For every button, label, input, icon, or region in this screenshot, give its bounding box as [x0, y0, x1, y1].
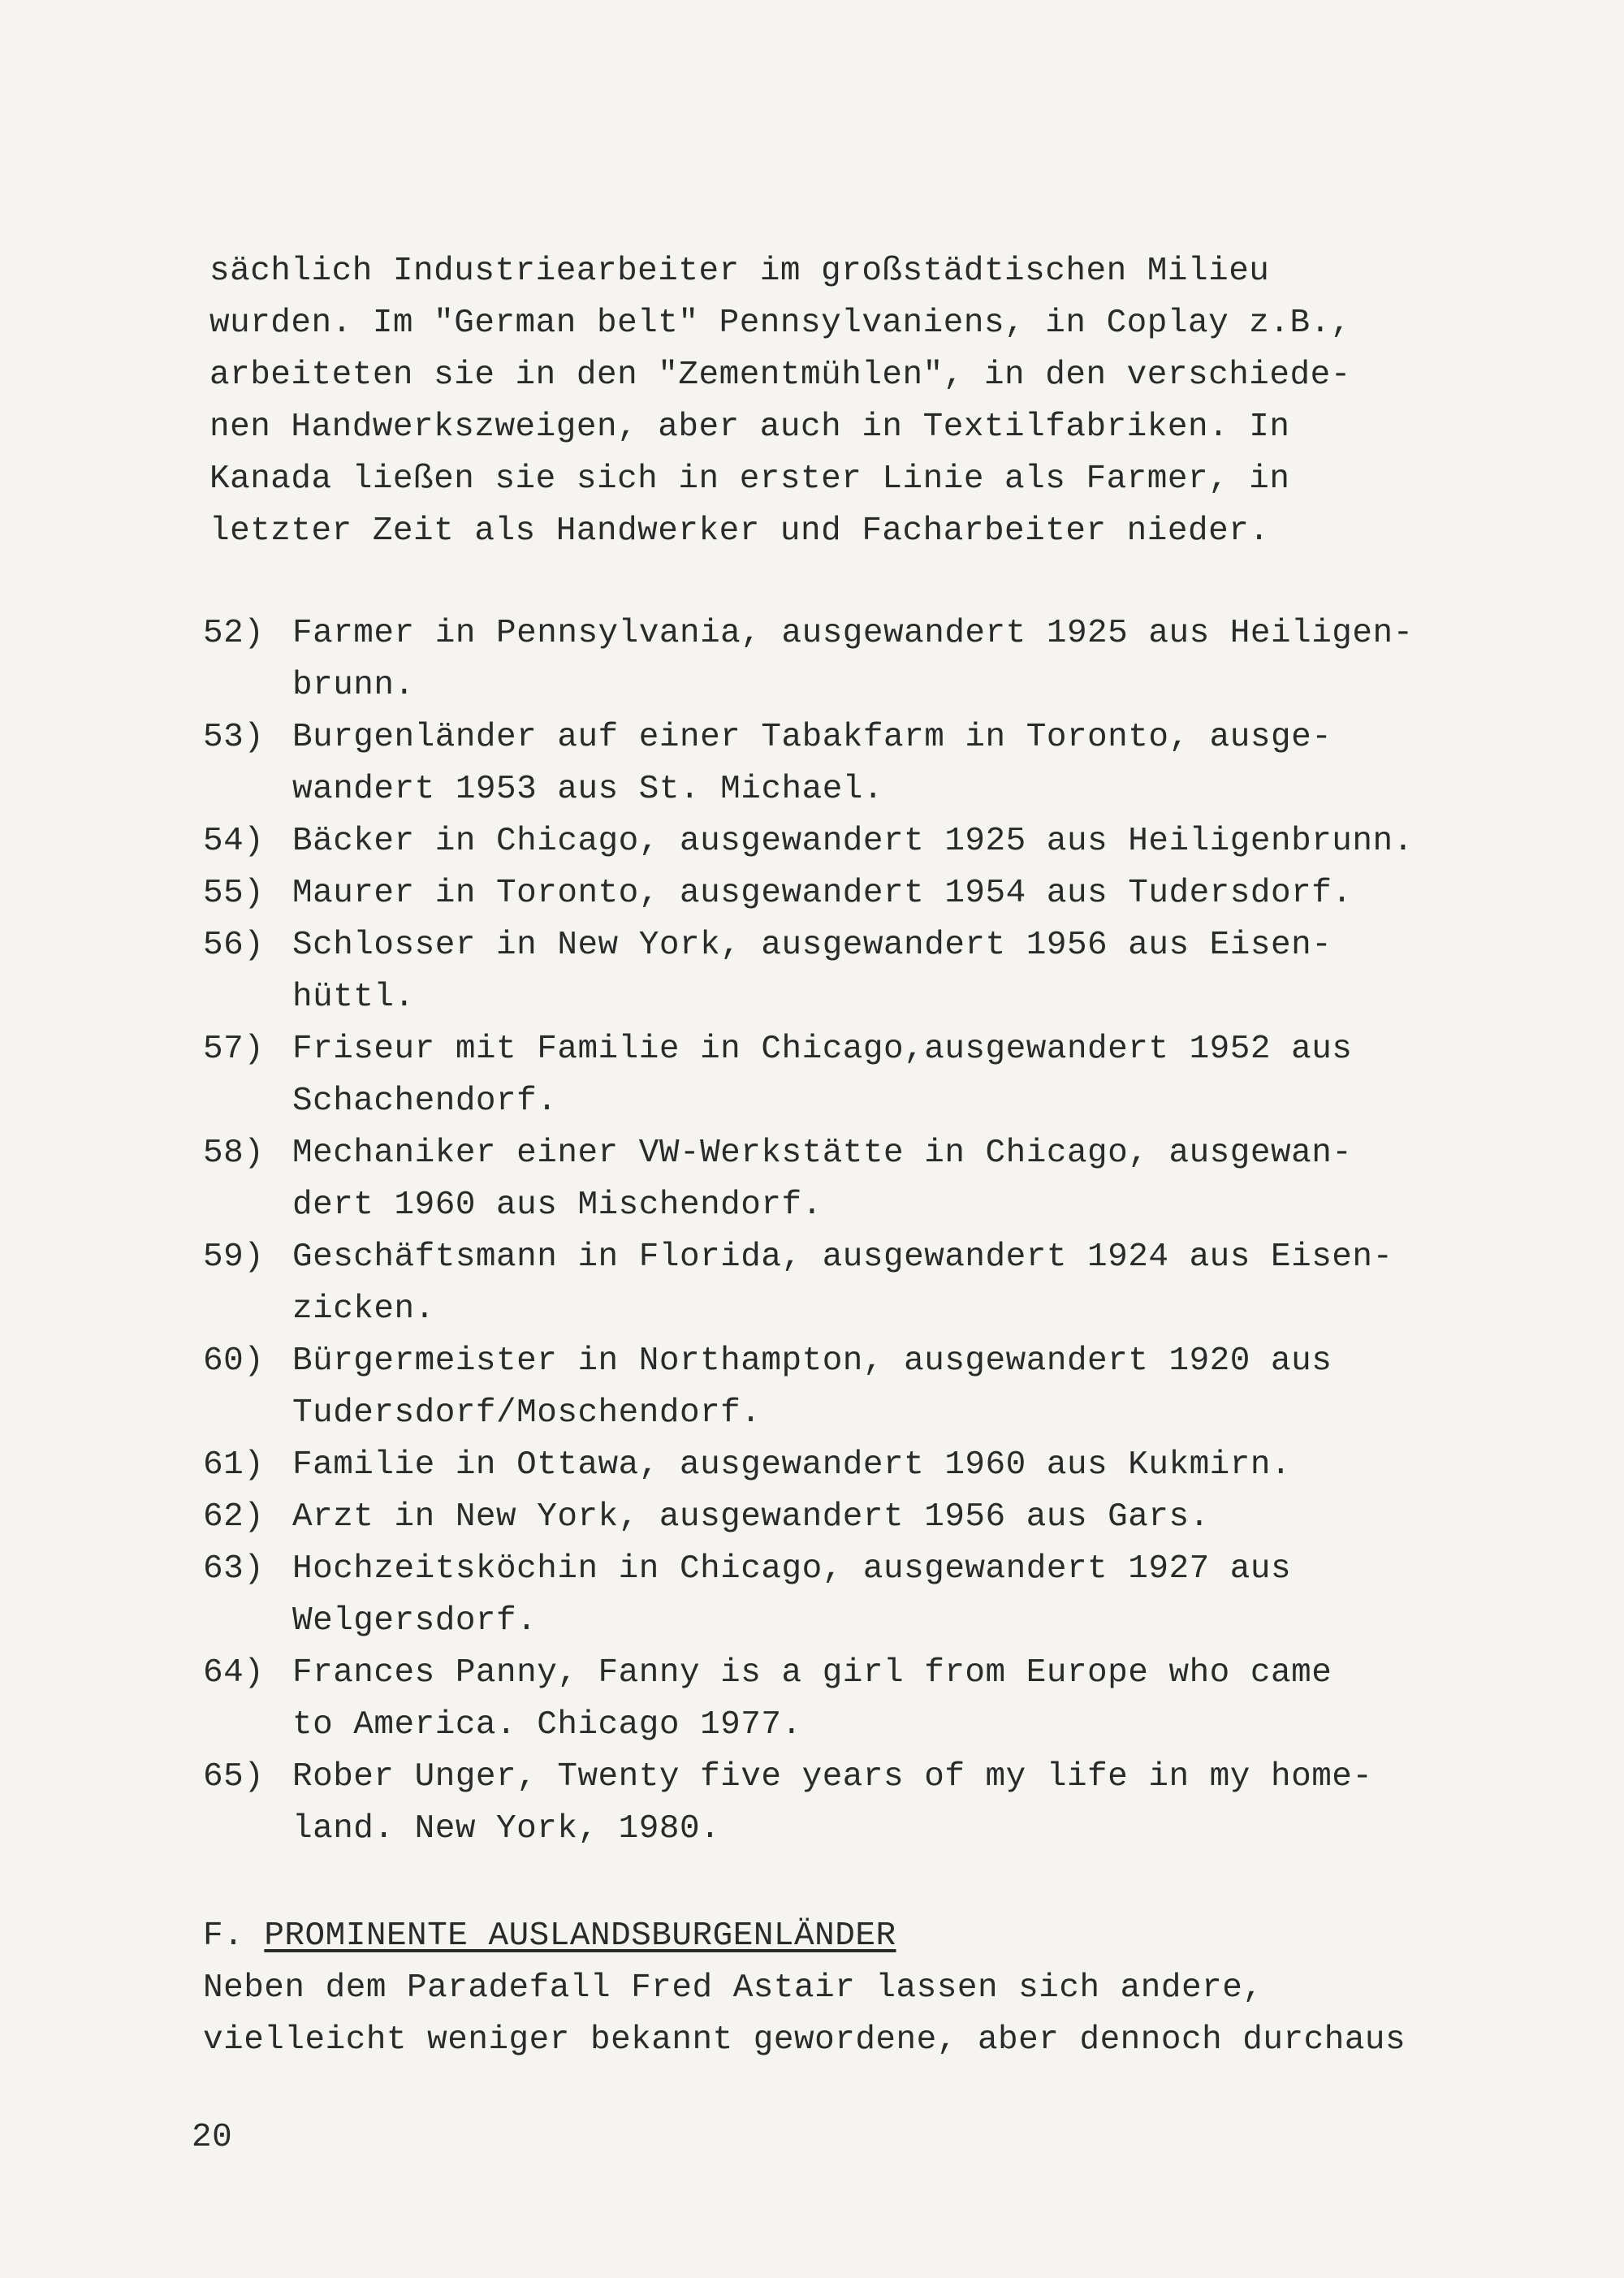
footnote-59 — [203, 1231, 1486, 1335]
section-heading — [203, 1910, 896, 1962]
footnote-52 — [203, 607, 1486, 711]
footnote-number: 55) — [203, 875, 265, 912]
section-letter: F. — [203, 1917, 244, 1955]
footnote-number: 54) — [203, 823, 265, 860]
footnote-number: 64) — [203, 1654, 265, 1692]
footnote-list — [203, 607, 1486, 1855]
section-title: PROMINENTE AUSLANDSBURGENLÄNDER — [264, 1917, 896, 1955]
footnote-55 — [203, 867, 1486, 919]
footnote-57 — [203, 1023, 1486, 1127]
footnote-text: Hochzeitsköchin in Chicago, ausgewandert 1927 aus Welgersdorf. — [292, 1550, 1292, 1640]
footnote-number: 60) — [203, 1342, 265, 1380]
footnote-text: Bäcker in Chicago, ausgewandert 1925 aus Heiligenbrunn. — [292, 823, 1414, 860]
footnote-number: 62) — [203, 1498, 265, 1536]
footnote-number: 58) — [203, 1135, 265, 1172]
footnote-number: 59) — [203, 1238, 265, 1276]
footnote-number: 63) — [203, 1550, 265, 1588]
footnote-text: Geschäftsmann in Florida, ausgewandert 1924 aus Eisen- zicken. — [292, 1238, 1393, 1328]
intro-paragraph: sächlich Industriearbeiter im großstädtischen Milieu wurden. Im "German belt" Pennsylvaniens, in Coplay z.B., arbeiteten sie in den "Zementmühlen", in den verschiede- nen Handwerkszweigen, aber auch in Textilfabriken. In Kanada ließen sie sich in erster Linie als Farmer, in letzter Zeit als Handwerker und Facharbeiter nieder. — [209, 253, 1351, 550]
footnote-number: 65) — [203, 1758, 265, 1796]
footnote-number: 57) — [203, 1031, 265, 1068]
footnote-54 — [203, 815, 1486, 867]
footnote-number: 53) — [203, 719, 265, 756]
footnote-56 — [203, 919, 1486, 1023]
footnote-58 — [203, 1127, 1486, 1231]
footnote-53 — [203, 711, 1486, 815]
footnote-62 — [203, 1491, 1486, 1543]
footnote-61 — [203, 1439, 1486, 1491]
footnote-text: Frances Panny, Fanny is a girl from Europe who came to America. Chicago 1977. — [292, 1654, 1332, 1744]
footnote-64 — [203, 1647, 1486, 1751]
footnote-text: Maurer in Toronto, ausgewandert 1954 aus Tudersdorf. — [292, 875, 1353, 912]
section-body-text: Neben dem Paradefall Fred Astair lassen sich andere, vielleicht weniger bekannt gewordene, aber dennoch durchaus — [203, 1969, 1406, 2059]
footnote-text: Rober Unger, Twenty five years of my life in my home- land. New York, 1980. — [292, 1758, 1373, 1848]
footnote-text: Bürgermeister in Northampton, ausgewandert 1920 aus Tudersdorf/Moschendorf. — [292, 1342, 1332, 1432]
footnote-60 — [203, 1335, 1486, 1439]
footnote-text: Farmer in Pennsylvania, ausgewandert 1925 aus Heiligen- brunn. — [292, 615, 1414, 704]
footnote-text: Arzt in New York, ausgewandert 1956 aus Gars. — [292, 1498, 1210, 1536]
footnote-number: 52) — [203, 615, 265, 652]
footnote-text: Friseur mit Familie in Chicago,ausgewandert 1952 aus Schachendorf. — [292, 1031, 1353, 1120]
page-number: 20 — [192, 2119, 233, 2156]
footnote-text: Schlosser in New York, ausgewandert 1956 aus Eisen- hüttl. — [292, 927, 1332, 1016]
footnote-text: Mechaniker einer VW-Werkstätte in Chicago, ausgewan- dert 1960 aus Mischendorf. — [292, 1135, 1353, 1224]
footnote-65 — [203, 1751, 1486, 1855]
footnote-text: Burgenländer auf einer Tabakfarm in Toronto, ausge- wandert 1953 aus St. Michael. — [292, 719, 1332, 808]
footnote-number: 56) — [203, 927, 265, 964]
footnote-number: 61) — [203, 1446, 265, 1484]
footnote-text: Familie in Ottawa, ausgewandert 1960 aus Kukmirn. — [292, 1446, 1292, 1484]
footnote-63 — [203, 1543, 1486, 1647]
